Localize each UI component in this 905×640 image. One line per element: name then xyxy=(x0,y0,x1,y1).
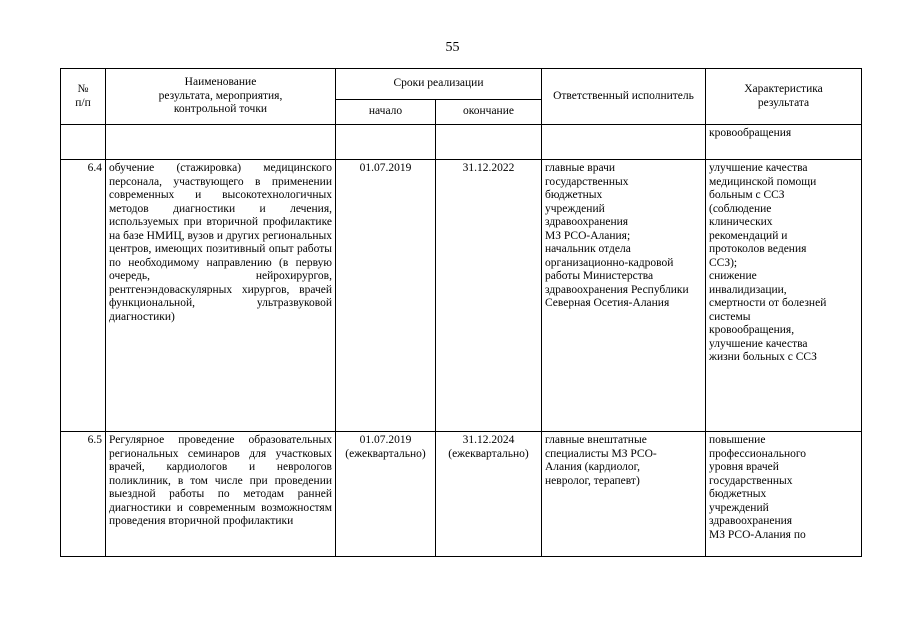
header-start: начало xyxy=(336,100,436,125)
cell-executor xyxy=(542,125,706,160)
table-row xyxy=(61,160,862,432)
cell-characteristic: повышение профессионального уровня врачей государственных бюджетных учреждений здравоохранения МЗ РСО-Алания по xyxy=(706,432,862,557)
header-executor: Ответственный исполнитель xyxy=(542,69,706,125)
cell-name: Регулярное проведение образовательных региональных семинаров для участковых врачей, кардиологов и неврологов поликлиник, в том числе при проведении выездной работы по методам ранней диагностики и современным возможностям проведения вторичной профилактики xyxy=(106,432,336,557)
table-row xyxy=(61,432,862,557)
cell-start: 01.07.2019 xyxy=(336,160,436,432)
cell-num: 6.4 xyxy=(61,160,106,432)
cell-end: 31.12.2022 xyxy=(436,160,542,432)
results-table xyxy=(60,68,862,557)
cell-executor: главные внештатные специалисты МЗ РСО- Алания (кардиолог, невролог, терапевт) xyxy=(542,432,706,557)
cell-num xyxy=(61,125,106,160)
cell-num: 6.5 xyxy=(61,432,106,557)
header-num: № п/п xyxy=(61,69,106,125)
header-name: Наименование результата, мероприятия, контрольной точки xyxy=(106,69,336,125)
header-end: окончание xyxy=(436,100,542,125)
table-header-row xyxy=(61,69,862,100)
table-row xyxy=(61,125,862,160)
cell-characteristic: улучшение качества медицинской помощи больным с ССЗ (соблюдение клинических рекомендаций и протоколов ведения ССЗ); снижение инвалидизации, смертности от болезней системы кровообращения, улучшение качества жизни больных с ССЗ xyxy=(706,160,862,432)
cell-name xyxy=(106,125,336,160)
cell-characteristic: кровообращения xyxy=(706,125,862,160)
header-characteristic: Характеристика результата xyxy=(706,69,862,125)
cell-end xyxy=(436,125,542,160)
cell-start xyxy=(336,125,436,160)
cell-end: 31.12.2024 (ежеквартально) xyxy=(436,432,542,557)
cell-executor: главные врачи государственных бюджетных учреждений здравоохранения МЗ РСО-Алания; начальник отдела организационно-кадровой работы Министерства здравоохранения Республики Северная Осетия-Алания xyxy=(542,160,706,432)
cell-name: обучение (стажировка) медицинского персонала, участвующего в применении современных и высокотехнологичных методов диагностики и лечения, используемых при вторичной профилактике на базе НМИЦ, вузов и других региональных центров, имеющих позитивный опыт работы по необходимому направлению (в первую очередь, нейрохирургов, рентгенэндоваскулярных хирургов, врачей функциональной, ультразвуковой диагностики) xyxy=(106,160,336,432)
page-number: 55 xyxy=(445,40,460,55)
header-terms: Сроки реализации xyxy=(336,69,542,100)
cell-start: 01.07.2019 (ежеквартально) xyxy=(336,432,436,557)
